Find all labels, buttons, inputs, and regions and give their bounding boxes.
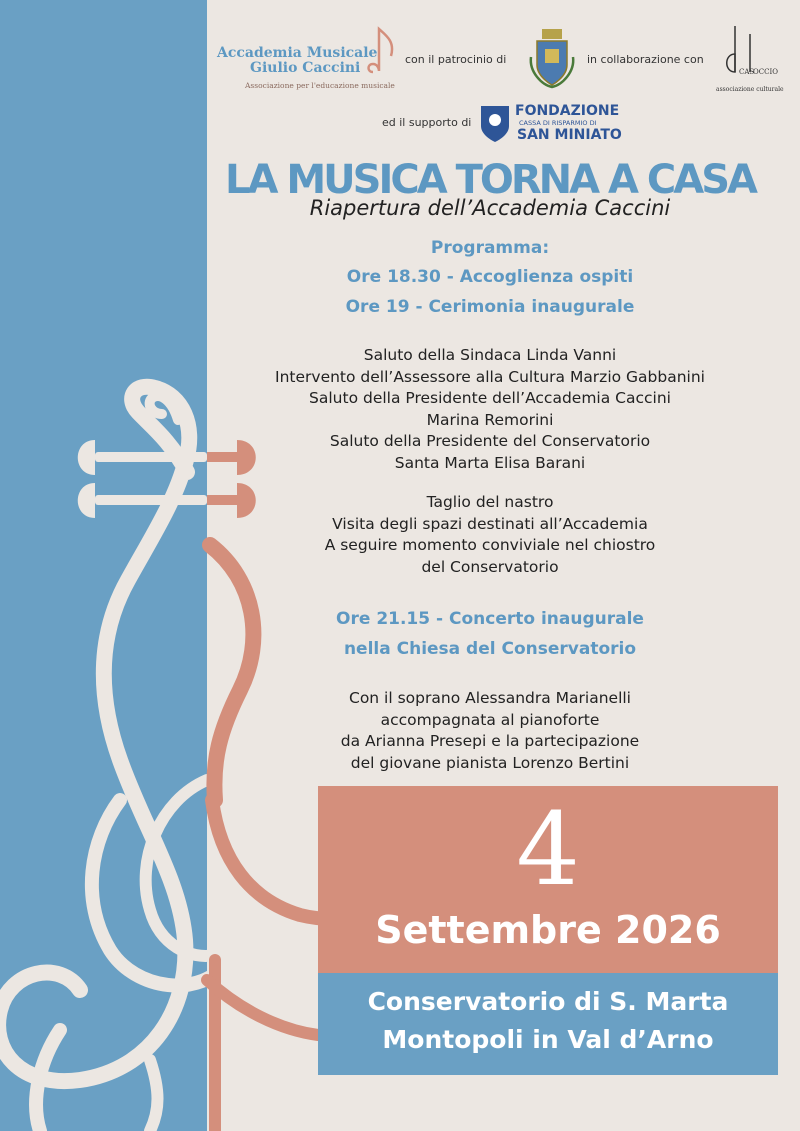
taglio-line: A seguire momento conviviale nel chiostro — [324, 536, 656, 554]
music-note-icon — [365, 24, 405, 84]
programma-item-cerimonia: Ore 19 - Cerimonia inaugurale — [345, 297, 635, 317]
taglio-line: Taglio del nastro — [426, 493, 554, 511]
supporto-text: ed il supporto di — [382, 116, 472, 129]
municipal-crest-icon — [527, 27, 577, 89]
accademia-caccini-logo — [215, 46, 395, 96]
artisti-details — [210, 688, 770, 774]
event-subtitle: Riapertura dell’Accademia Caccini — [309, 196, 671, 220]
venue-line-2: Montopoli in Val d’Arno — [382, 1025, 714, 1054]
cerimonia-line: Santa Marta Elisa Barani — [394, 453, 586, 472]
fondazione-logo — [477, 102, 622, 146]
fondazione-line-3: SAN MINIATO — [517, 127, 622, 143]
venue-box — [318, 973, 778, 1075]
concerto-line-1: Ore 21.15 - Concerto inaugurale — [336, 609, 644, 629]
logo-line-2: Giulio Caccini — [250, 60, 361, 76]
taglio-line: del Conservatorio — [421, 557, 559, 576]
cascoccio-mark-icon — [720, 24, 780, 84]
event-month-year: Settembre 2026 — [375, 908, 721, 952]
artisti-line: accompagnata al pianoforte — [380, 710, 600, 729]
left-blue-band — [0, 0, 207, 1131]
cerimonia-details — [210, 345, 770, 474]
programma-item-accoglienza: Ore 18.30 - Accoglienza ospiti — [346, 267, 634, 287]
artisti-line: Con il soprano Alessandra Marianelli — [349, 689, 631, 707]
fondazione-crest-icon — [477, 102, 513, 144]
artisti-line: del giovane pianista Lorenzo Bertini — [350, 753, 630, 772]
logo-tagline: Associazione per l'educazione musicale — [245, 81, 395, 90]
artisti-line: da Arianna Presepi e la partecipazione — [340, 732, 640, 750]
cerimonia-line: Saluto della Presidente del Conservatorio — [329, 432, 651, 450]
concerto-line-2: nella Chiesa del Conservatorio — [343, 639, 637, 659]
fondazione-line-1: FONDAZIONE — [515, 103, 620, 119]
event-title: LA MUSICA TORNA A CASA — [225, 157, 755, 203]
taglio-details — [210, 492, 770, 578]
svg-text:CAS: CAS — [739, 68, 755, 76]
venue-line-1: Conservatorio di S. Marta — [367, 987, 729, 1016]
date-box — [318, 786, 778, 973]
cerimonia-line: Saluto della Presidente dell’Accademia Caccini — [309, 389, 671, 407]
svg-text:OCCIO: OCCIO — [753, 68, 778, 76]
taglio-line: Visita degli spazi destinati all’Accademia — [332, 514, 648, 533]
cascoccio-logo — [716, 24, 784, 96]
programma-heading: Programma: — [430, 238, 550, 258]
logo-line-1: Accademia Musicale — [217, 45, 378, 61]
cerimonia-line: Marina Remorini — [426, 410, 554, 429]
fondazione-line-2: CASSA DI RISPARMIO DI — [519, 119, 597, 127]
event-day: 4 — [516, 791, 580, 908]
cascoccio-subtitle: associazione culturale — [716, 86, 784, 93]
collaborazione-text: in collaborazione con — [587, 53, 704, 66]
patrocinio-text: con il patrocinio di — [405, 53, 507, 66]
cerimonia-line: Intervento dell’Assessore alla Cultura Marzio Gabbanini — [275, 367, 705, 386]
cerimonia-line: Saluto della Sindaca Linda Vanni — [363, 346, 617, 364]
